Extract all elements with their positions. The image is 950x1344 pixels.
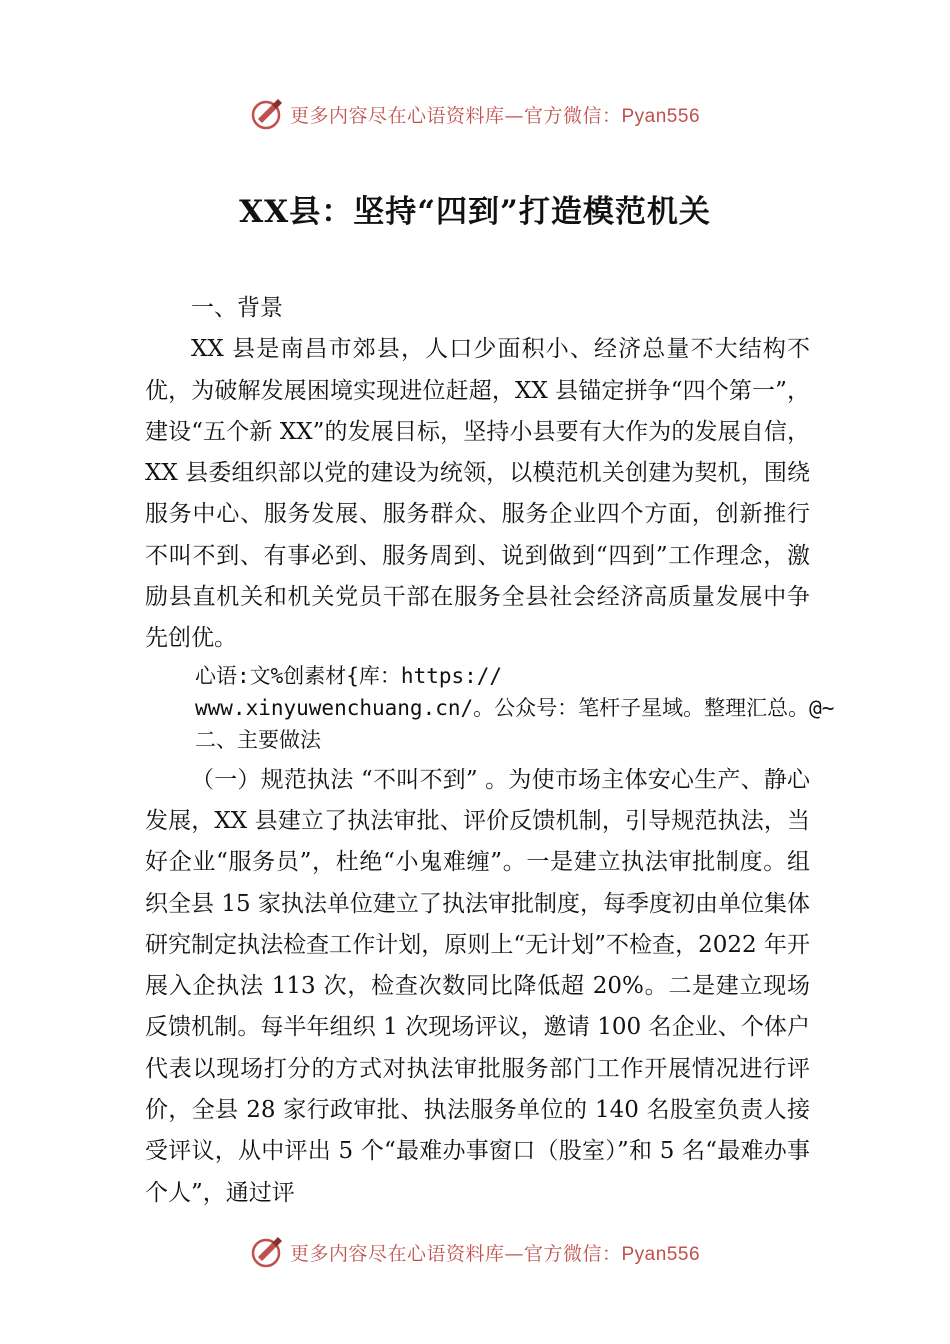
source-note-line-1: 心语:文%创素材{库：https:// — [195, 663, 503, 688]
page-title: XX县：坚持“四到”打造模范机关 — [239, 194, 711, 230]
document-body — [145, 288, 835, 1214]
banner-text: 更多内容尽在心语资料库—官方微信：Pyan556 — [289, 104, 701, 127]
banner-text: 更多内容尽在心语资料库—官方微信：Pyan556 — [289, 1242, 701, 1265]
practice-paragraph: （一）规范执法 “不叫不到” 。为使市场主体安心生产、静心发展，XX 县建立了执法审批、评价反馈机制，引导规范执法，当好企业“服务员”，杜绝“小鬼难缠”。一是建立执法审批制度。组织全县 15 家执法单位建立了执法审批制度，每季度初由单位集体研究制定执法检查工作计划，原则上“无计划”不检查，2022 年开展入企执法 113 次，检查次数同比降低超 20%。二是建立现场反馈机制。每半年组织 1 次现场评议，邀请 100 名企业、个体户代表以现场打分的方式对执法审批服务部门工作开展情况进行评价，全县 28 家行政审批、执法服务单位的 140 名股室负责人接受评议，从中评出 5 个“最难办事窗口（股室）”和 5 名“最难办事个人”，通过评 — [145, 766, 810, 1206]
wechat-id: Pyan556 — [621, 1243, 701, 1265]
source-note — [145, 660, 835, 756]
background-paragraph: XX 县是南昌市郊县，人口少面积小、经济总量不大结构不优，为破解发展困境实现进位赶超，XX 县锚定拼争“四个第一”，建设“五个新 XX”的发展目标，坚持小县要有大作为的发展自信，XX 县委组织部以党的建设为统领，以模范机关创建为契机，围绕服务中心、服务发展、服务群众、服务企业四个方面，创新推行不叫不到、有事必到、服务周到、说到做到“四到”工作理念，激励县直机关和机关党员干部在服务全县社会经济高质量发展中争先创优。 — [145, 336, 810, 652]
pen-nib-logo-icon — [250, 97, 284, 131]
source-note-line-2: www.xinyuwenchuang.cn/。公众号：笔杆子星域。整理汇总。@~二、主要做法 — [195, 695, 835, 752]
footer-banner — [0, 1232, 950, 1272]
pen-nib-logo-icon — [250, 1235, 284, 1269]
header-banner — [0, 94, 950, 134]
section-heading-background: 一、背景 — [191, 295, 283, 321]
wechat-id: Pyan556 — [621, 105, 701, 127]
